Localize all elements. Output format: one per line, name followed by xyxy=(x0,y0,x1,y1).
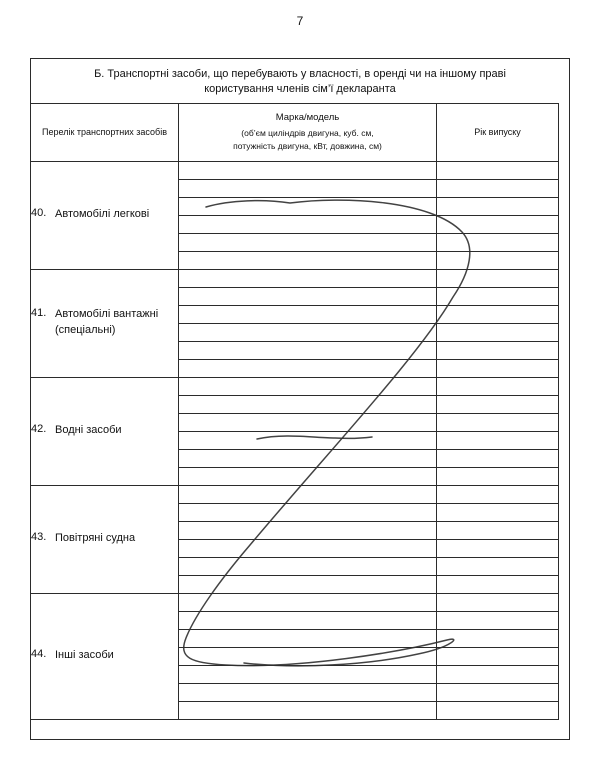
table-subrow xyxy=(31,485,559,503)
vehicles-table xyxy=(30,103,559,720)
year-cell xyxy=(437,611,559,629)
make-model-cell xyxy=(179,413,437,431)
header-year: Рік випуску xyxy=(437,103,559,161)
header-vehicle-list: Перелік транспортних засобів xyxy=(31,103,179,161)
year-cell xyxy=(437,197,559,215)
make-model-cell xyxy=(179,593,437,611)
make-model-cell xyxy=(179,485,437,503)
category-cell xyxy=(31,377,179,485)
year-cell xyxy=(437,449,559,467)
row-label: Автомобілі вантажні (спеціальні) xyxy=(55,308,159,337)
make-model-cell xyxy=(179,197,437,215)
year-cell xyxy=(437,575,559,593)
table-subrow xyxy=(31,161,559,179)
make-model-cell xyxy=(179,305,437,323)
row-label: Автомобілі легкові xyxy=(55,208,150,221)
make-model-cell xyxy=(179,215,437,233)
year-cell xyxy=(437,467,559,485)
header-make-model xyxy=(179,103,437,161)
year-cell xyxy=(437,485,559,503)
row-number: 41. xyxy=(31,307,47,320)
make-model-cell xyxy=(179,683,437,701)
make-model-cell xyxy=(179,557,437,575)
make-model-cell xyxy=(179,665,437,683)
row-label: Водні засоби xyxy=(55,424,122,437)
make-model-cell xyxy=(179,287,437,305)
row-label: Повітряні судна xyxy=(55,532,136,545)
section-b-box xyxy=(30,58,570,740)
year-cell xyxy=(437,395,559,413)
make-model-cell xyxy=(179,629,437,647)
year-cell xyxy=(437,359,559,377)
year-cell xyxy=(437,341,559,359)
make-model-cell xyxy=(179,359,437,377)
row-number: 43. xyxy=(31,531,47,544)
row-label: Інші засоби xyxy=(55,649,114,662)
row-number: 40. xyxy=(31,207,47,220)
year-cell xyxy=(437,629,559,647)
make-model-cell xyxy=(179,575,437,593)
table-body xyxy=(31,161,559,719)
year-cell xyxy=(437,539,559,557)
page-number: 7 xyxy=(296,14,304,28)
header-make-model-line2: (об’єм циліндрів двигуна, куб. см, xyxy=(241,127,374,138)
year-cell xyxy=(437,251,559,269)
make-model-cell xyxy=(179,323,437,341)
year-cell xyxy=(437,305,559,323)
make-model-cell xyxy=(179,521,437,539)
make-model-cell xyxy=(179,341,437,359)
year-cell xyxy=(437,557,559,575)
year-cell xyxy=(437,593,559,611)
make-model-cell xyxy=(179,233,437,251)
year-cell xyxy=(437,161,559,179)
table-subrow xyxy=(31,269,559,287)
year-cell xyxy=(437,413,559,431)
row-number: 42. xyxy=(31,423,47,436)
category-cell xyxy=(31,593,179,719)
header-make-model-line1: Марка/модель xyxy=(275,111,340,123)
category-cell xyxy=(31,269,179,377)
make-model-cell xyxy=(179,701,437,719)
year-cell xyxy=(437,683,559,701)
row-number: 44. xyxy=(31,648,47,661)
year-cell xyxy=(437,179,559,197)
table-header-row xyxy=(31,103,559,161)
year-cell xyxy=(437,287,559,305)
table-subrow xyxy=(31,593,559,611)
section-title-line2: користування членів сім’ї декларанта xyxy=(204,82,396,95)
year-cell xyxy=(437,503,559,521)
year-cell xyxy=(437,215,559,233)
make-model-cell xyxy=(179,395,437,413)
make-model-cell xyxy=(179,539,437,557)
make-model-cell xyxy=(179,179,437,197)
year-cell xyxy=(437,269,559,287)
header-make-model-line3: потужність двигуна, кВт, довжина, см) xyxy=(233,140,382,151)
year-cell xyxy=(437,431,559,449)
category-cell xyxy=(31,161,179,269)
make-model-cell xyxy=(179,449,437,467)
make-model-cell xyxy=(179,467,437,485)
make-model-cell xyxy=(179,251,437,269)
make-model-cell xyxy=(179,161,437,179)
table-subrow xyxy=(31,377,559,395)
year-cell xyxy=(437,323,559,341)
make-model-cell xyxy=(179,503,437,521)
year-cell xyxy=(437,701,559,719)
category-cell xyxy=(31,485,179,593)
year-cell xyxy=(437,521,559,539)
make-model-cell xyxy=(179,377,437,395)
make-model-cell xyxy=(179,611,437,629)
make-model-cell xyxy=(179,431,437,449)
section-title xyxy=(31,59,569,103)
year-cell xyxy=(437,233,559,251)
make-model-cell xyxy=(179,647,437,665)
section-title-line1: Б. Транспортні засоби, що перебувають у власності, в оренді чи на іншому праві xyxy=(94,68,506,80)
make-model-cell xyxy=(179,269,437,287)
year-cell xyxy=(437,377,559,395)
year-cell xyxy=(437,665,559,683)
year-cell xyxy=(437,647,559,665)
